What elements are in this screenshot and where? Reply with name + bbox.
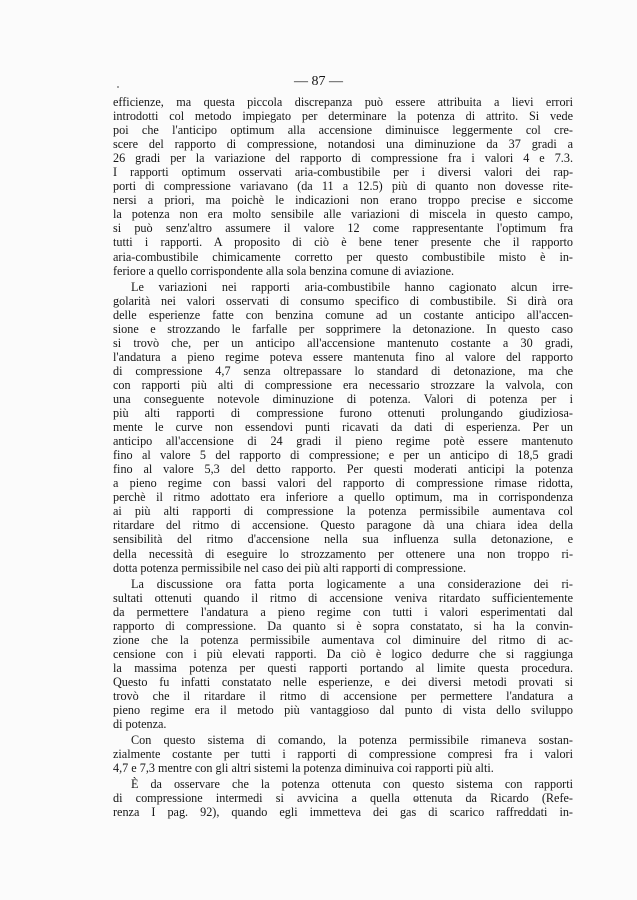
text-line: anticipo all'accensione di 24 gradi il pieno regime potè essere mantenuto (113, 434, 573, 449)
text-line: da permettere l'andatura a pieno regime con tutti i valori esperimentati dal (113, 604, 573, 619)
text-line: fino al valore 5,3 del detto rapporto. Per questi moderati anticipi la potenza (113, 462, 573, 477)
text-line: di potenza. (113, 717, 167, 732)
text-line: introdotti col metodo impiegato per determinare la potenza di attrito. Si vede (113, 109, 573, 124)
text-line: una conseguente notevole diminuzione di potenza. Valori di potenza per i (113, 391, 573, 406)
text-line: la potenza non era molto sensibile alle variazioni di miscela in questo campo, (113, 207, 573, 222)
text-line: sione e strozzando le farfalle per sopprimere la detonazione. In questo caso (113, 321, 573, 336)
text-line: scere del rapporto di compressione, notandosi una diminuzione da 37 gradi a (113, 137, 573, 152)
text-line: perchè il ritmo adottato era inferiore a quello optimum, ma in corrispondenza (113, 490, 573, 505)
text-line: I rapporti optimum osservati aria-combustibile per i diversi valori dei rap- (113, 165, 573, 180)
text-line: zialmente costante per tutti i rapporti di compressione compresi fra i valori (113, 747, 573, 762)
text-line: censione con i più elevati rapporti. Da ciò è logico dedurre che si raggiunga (113, 646, 573, 661)
text-line: di compressione intermedi si avvicina a quella ottenuta da Ricardo (Refe- (113, 791, 573, 806)
text-line: si trovò che, per un anticipo all'accensione mantenuto costante a 30 gradi, (113, 335, 573, 350)
text-line: renza I pag. 92), quando egli immetteva dei gas di scarico raffreddati in- (113, 805, 573, 820)
scan-speck (117, 86, 119, 88)
text-line: sultati ottenuti quando il ritmo di accensione veniva ritardato sufficientemente (113, 590, 573, 605)
text-line: Questo fu infatti constatato nelle esperienze, e dei diversi metodi provati si (113, 674, 573, 689)
text-line: la massima potenza per questi rapporti portando al limite questa procedura. (113, 660, 573, 675)
text-line: tutti i rapporti. A proposito di ciò è bene tener presente che il rapporto (113, 235, 573, 250)
text-line: ai più alti rapporti di compressione la potenza permissibile aumentava col (113, 504, 573, 519)
text-line: porti di compressione variavano (da 11 a 12.5) più di quanto non dovesse rite- (113, 179, 573, 194)
paragraph (113, 577, 573, 732)
text-line: zione che la potenza permissibile aumentava col diminuire del ritmo di ac- (113, 632, 573, 647)
text-line: trovò che il ritardare il ritmo di accensione per permettere l'andatura a (113, 688, 573, 703)
text-line: aria-combustibile chimicamente corretto per questo combustibile misto è in- (113, 249, 573, 264)
paragraph (113, 280, 573, 575)
text-line: È da osservare che la potenza ottenuta con questo sistema con rapporti (131, 777, 573, 792)
text-line: più alti rapporti di compressione furono ottenuti prolungando giudiziosa- (113, 406, 573, 421)
text-line: con rapporti più alti di compressione era necessario strozzare la valvola, con (113, 377, 573, 392)
text-line: l'andatura a pieno regime poteva essere mantenuta fino al valore del rapporto (113, 349, 573, 364)
text-line: golarità nei valori osservati di consumo specifico di combustibile. Si dirà ora (113, 293, 573, 308)
paragraph (113, 95, 573, 278)
text-line: di compressione 4,7 senza oltrepassare lo standard di detonazione, ma che (113, 363, 573, 378)
page-number: — 87 — (294, 74, 343, 89)
text-line: Le variazioni nei rapporti aria-combustibile hanno cagionato alcun irre- (131, 279, 573, 294)
text-line: sensibilità del ritmo d'accensione nella sua influenza sulla detonazione, e (113, 532, 573, 547)
text-line: feriore a quello corrispondente alla sola benzina comune di aviazione. (113, 263, 455, 278)
text-line: ritardare del ritmo di accensione. Questo paragone dà una chiara idea della (113, 518, 573, 533)
text-line: rapporto di compressione. Da quanto si è sopra constatato, si ha la convin- (113, 618, 573, 633)
text-line: dotta potenza permissibile nel caso dei più alti rapporti di compressione. (113, 560, 467, 575)
text-line: pieno regime era il metodo più vantaggioso dal punto di vista dello sviluppo (113, 703, 573, 718)
text-line: poi che l'anticipo optimum alla accensione diminuisce leggermente col cre- (113, 123, 573, 138)
paragraph (113, 777, 573, 819)
text-line: La discussione ora fatta porta logicamente a una considerazione dei ri- (131, 576, 573, 591)
text-line: a pieno regime con bassi valori del rapporto di compressione rimase ridotta, (113, 476, 573, 491)
text-line: Con questo sistema di comando, la potenza permissibile rimaneva sostan- (131, 733, 573, 748)
text-line: mente le curve non essendovi punti ricavati da dati di esperienza. Per un (113, 420, 573, 435)
text-line: 26 gradi per la variazione del rapporto di compressione fra i valori 4 e 7.3. (113, 151, 573, 166)
text-line: 4,7 e 7,3 mentre con gli altri sistemi la potenza diminuiva coi rapporti più alti. (113, 761, 494, 776)
text-line: della necessità di eseguire lo strozzamento per ottenere una non troppo ri- (113, 546, 573, 561)
text-line: si può senz'altro assumere il valore 12 come rappresentante l'optimum fra (113, 221, 573, 236)
text-line: fino al valore 5 del rapporto di compressione; e per un anticipo di 18,5 gradi (113, 448, 573, 463)
text-line: nersi a priori, ma poichè le indicazioni non erano troppo precise e siccome (113, 193, 573, 208)
text-line: delle esperienze fatte con benzina comune ad un costante anticipo all'accen- (113, 307, 573, 322)
paragraph (113, 733, 573, 775)
text-line: efficienze, ma questa piccola discrepanza può essere attribuita a lievi errori (113, 95, 573, 109)
body-text (113, 95, 573, 821)
